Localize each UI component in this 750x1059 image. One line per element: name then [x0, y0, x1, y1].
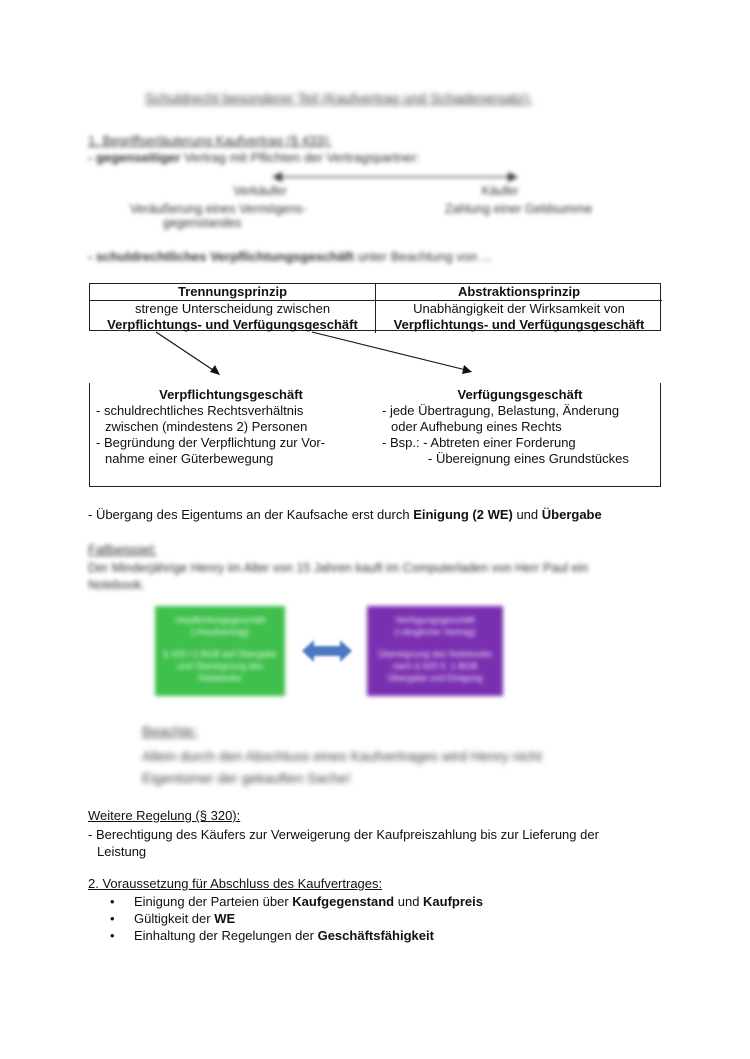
ownership-bold1: Einigung (2 WE) — [413, 507, 513, 522]
double-arrow-icon — [300, 637, 354, 665]
bullet2-text — [134, 910, 235, 927]
purple-line5: Übergabe und Einigung — [387, 673, 483, 683]
table-col-trennung — [90, 284, 376, 333]
verfuegung-block — [382, 387, 658, 467]
seller-title: Verkäufer — [233, 184, 287, 198]
example-text — [88, 560, 648, 594]
buyer-title: Käufer — [481, 184, 519, 198]
further-text — [88, 826, 599, 860]
abstraktion-head: Abstraktionsprinzip — [376, 284, 662, 301]
bullet-icon: • — [110, 911, 115, 926]
example-heading: Fallbeispiel: — [88, 542, 157, 557]
transactions-box — [89, 383, 661, 487]
abstraktion-line2: Verpflichtungs- und Verfügungsgeschäft — [393, 317, 645, 332]
abstraktion-line1: Unabhängigkeit der Wirksamkeit von — [413, 301, 625, 316]
verpflichtung-line2: zwischen (mindestens 2) Personen — [105, 419, 308, 434]
section2-title: Voraussetzung für Abschluss des Kaufvertrages: — [98, 876, 383, 891]
verfuegung-line1: - jede Übertragung, Belastung, Änderung — [382, 403, 620, 418]
verpflichtung-head: Verpflichtungsgeschäft — [159, 387, 303, 402]
bullet2-bold: WE — [214, 911, 236, 926]
verfuegung-line2: oder Aufhebung eines Rechts — [391, 419, 562, 434]
green-line3: § 433 I 2 BGB auf Übergabe — [163, 649, 277, 659]
bullet-icon: • — [110, 894, 115, 909]
list-item — [110, 927, 483, 944]
ownership-mid: und — [512, 507, 542, 522]
example-line2: Notebook. — [88, 578, 145, 592]
document-title: Schuldrecht besonderer Teil (Kaufvertrag und Schadenersatz): — [145, 90, 533, 106]
purple-box-verfuegung — [367, 606, 503, 696]
section1-line2 — [88, 249, 492, 264]
green-line2: (=Kaufvertrag) — [191, 627, 249, 637]
example-line1: Der Minderjährige Henry im Alter von 15 Jahren kauft im Computerladen von Herr Paul ein — [88, 561, 589, 575]
purple-line4: nach § 929 S. 1 BGB — [392, 661, 478, 671]
seller-duty-line2: gegenstandes — [163, 216, 242, 230]
buyer-duty: Zahlung einer Geldsumme — [445, 202, 593, 216]
note-text — [142, 745, 542, 789]
bullet1-text — [134, 893, 483, 910]
further-line1: - Berechtigung des Käufers zur Verweigerung der Kaufpreiszahlung bis zur Lieferung der — [88, 827, 599, 842]
section2-heading — [88, 876, 382, 891]
list-item — [110, 910, 483, 927]
list-item — [110, 893, 483, 910]
section1-line2-rest: unter Beachtung von ... — [353, 249, 492, 264]
note-heading: Beachte: — [142, 723, 198, 739]
verfuegung-line4: - Übereignung eines Grundstückes — [428, 451, 629, 466]
green-line1: Verpflichtungsgeschäft — [174, 615, 266, 625]
ownership-bold2: Übergabe — [541, 507, 602, 522]
bullet-icon: • — [110, 928, 115, 943]
seller-duty — [130, 202, 340, 230]
section1-heading: 1. Begriffserläuterung Kaufvertrag (§ 433): — [88, 133, 332, 148]
further-heading: Weitere Regelung (§ 320): — [88, 808, 241, 823]
purple-line1: Verfügungsgeschäft — [395, 615, 475, 625]
section1-line1 — [88, 150, 420, 165]
table-arrows — [140, 330, 480, 380]
section2-num: 2. — [88, 876, 99, 891]
verpflichtung-line1: - schuldrechtliches Rechtsverhältnis — [96, 403, 304, 418]
green-box-verpflichtung — [155, 606, 285, 696]
table-col-abstraktion — [376, 284, 662, 333]
bullet1-pre: Einigung der Parteien über — [134, 894, 293, 909]
principles-table — [89, 283, 661, 331]
seller-duty-line1: Veräußerung eines Vermögens- — [130, 202, 307, 216]
section1-line1-rest: Vertrag mit Pflichten der Vertragspartner: — [180, 150, 420, 165]
verfuegung-head: Verfügungsgeschäft — [457, 387, 583, 402]
verfuegung-line3: - Bsp.: - Abtreten einer Forderung — [382, 435, 576, 450]
bullet3-text — [134, 927, 434, 944]
bullet1-bold1: Kaufgegenstand — [292, 894, 395, 909]
green-line4: und Übereignung des — [176, 661, 264, 671]
section1-line1-bold: - gegenseitiger — [88, 150, 181, 165]
ownership-line — [88, 507, 602, 522]
note-line1: Allein durch den Abschluss eines Kaufvertrages wird Henry nicht — [142, 748, 542, 764]
bullet2-pre: Gültigkeit der — [134, 911, 215, 926]
purple-line2: (=dinglicher Vertrag) — [394, 627, 476, 637]
trennung-head: Trennungsprinzip — [90, 284, 375, 301]
section2-bullets — [110, 893, 483, 944]
bullet1-bold2: Kaufpreis — [423, 894, 484, 909]
bullet3-pre: Einhaltung der Regelungen der — [134, 928, 318, 943]
bullet3-bold: Geschäftsfähigkeit — [317, 928, 434, 943]
ownership-pre: - Übergang des Eigentums an der Kaufsache erst durch — [88, 507, 414, 522]
section1-line2-bold: - schuldrechtliches Verpflichtungsgeschäft — [88, 249, 354, 264]
trennung-line2: Verpflichtungs- und Verfügungsgeschäft — [107, 317, 358, 332]
further-line2: Leistung — [97, 844, 147, 859]
green-line5: Notebooks — [198, 673, 242, 683]
trennung-line1: strenge Unterscheidung zwischen — [134, 301, 331, 316]
verpflichtung-line3: - Begründung der Verpflichtung zur Vor- — [96, 435, 326, 450]
verpflichtung-block — [96, 387, 366, 467]
note-line2: Eigentümer der gekauften Sache! — [142, 770, 351, 786]
verpflichtung-line4: nahme einer Güterbewegung — [105, 451, 274, 466]
bullet1-mid: und — [394, 894, 424, 909]
purple-line3: Übereignung des Notebooks — [377, 649, 493, 659]
